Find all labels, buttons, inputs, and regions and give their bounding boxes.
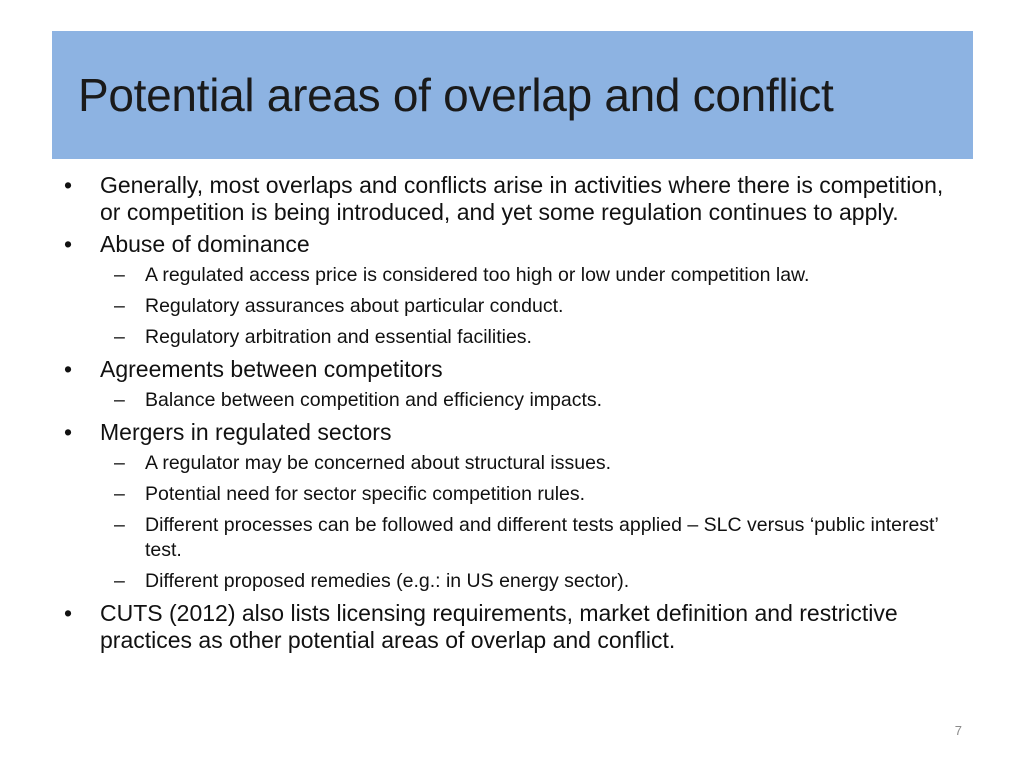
title-band xyxy=(52,31,973,159)
dash-icon: – xyxy=(114,295,125,317)
sub-bullet-item xyxy=(58,482,958,507)
sub-bullet-item xyxy=(58,263,958,288)
sub-bullet-text: A regulated access price is considered too high or low under competition law. xyxy=(145,264,810,286)
bullet-item xyxy=(58,231,958,258)
bullet-icon: • xyxy=(63,172,73,198)
bullet-icon: • xyxy=(63,231,73,257)
dash-icon: – xyxy=(114,326,125,348)
page-number: 7 xyxy=(954,723,962,738)
slide-title: Potential areas of overlap and conflict xyxy=(78,69,834,121)
bullet-icon: • xyxy=(63,419,73,445)
bullet-item xyxy=(58,356,958,383)
bullet-text: Agreements between competitors xyxy=(100,356,443,382)
bullet-text: Abuse of dominance xyxy=(100,231,310,257)
bullet-list xyxy=(58,172,958,659)
dash-icon: – xyxy=(114,452,125,474)
bullet-item xyxy=(58,172,958,226)
dash-icon: – xyxy=(114,483,125,505)
sub-bullet-item xyxy=(58,513,958,563)
dash-icon: – xyxy=(114,389,125,411)
sub-bullet-text: Different proposed remedies (e.g.: in US energy sector). xyxy=(145,570,630,592)
bullet-text: Generally, most overlaps and conflicts arise in activities where there is competition, or competition is being introduced, and yet some regulation continues to apply. xyxy=(100,172,944,225)
sub-bullet-item xyxy=(58,294,958,319)
bullet-icon: • xyxy=(63,600,73,626)
dash-icon: – xyxy=(114,264,125,286)
sub-bullet-text: Different processes can be followed and different tests applied – SLC versus ‘public interest’ test. xyxy=(145,514,939,561)
sub-bullet-text: Regulatory assurances about particular conduct. xyxy=(145,295,564,317)
dash-icon: – xyxy=(114,514,125,536)
bullet-text: CUTS (2012) also lists licensing requirements, market definition and restrictive practices as other potential areas of overlap and conflict. xyxy=(100,600,898,653)
sub-bullet-text: Regulatory arbitration and essential facilities. xyxy=(145,326,532,348)
sub-bullet-text: Potential need for sector specific competition rules. xyxy=(145,483,586,505)
sub-bullet-item xyxy=(58,569,958,594)
bullet-item xyxy=(58,419,958,446)
sub-bullet-text: A regulator may be concerned about structural issues. xyxy=(145,452,612,474)
bullet-item xyxy=(58,600,958,654)
sub-bullet-item xyxy=(58,388,958,413)
bullet-text: Mergers in regulated sectors xyxy=(100,419,392,445)
sub-bullet-text: Balance between competition and efficiency impacts. xyxy=(145,389,603,411)
dash-icon: – xyxy=(114,570,125,592)
sub-bullet-item xyxy=(58,451,958,476)
sub-bullet-item xyxy=(58,325,958,350)
bullet-icon: • xyxy=(63,356,73,382)
